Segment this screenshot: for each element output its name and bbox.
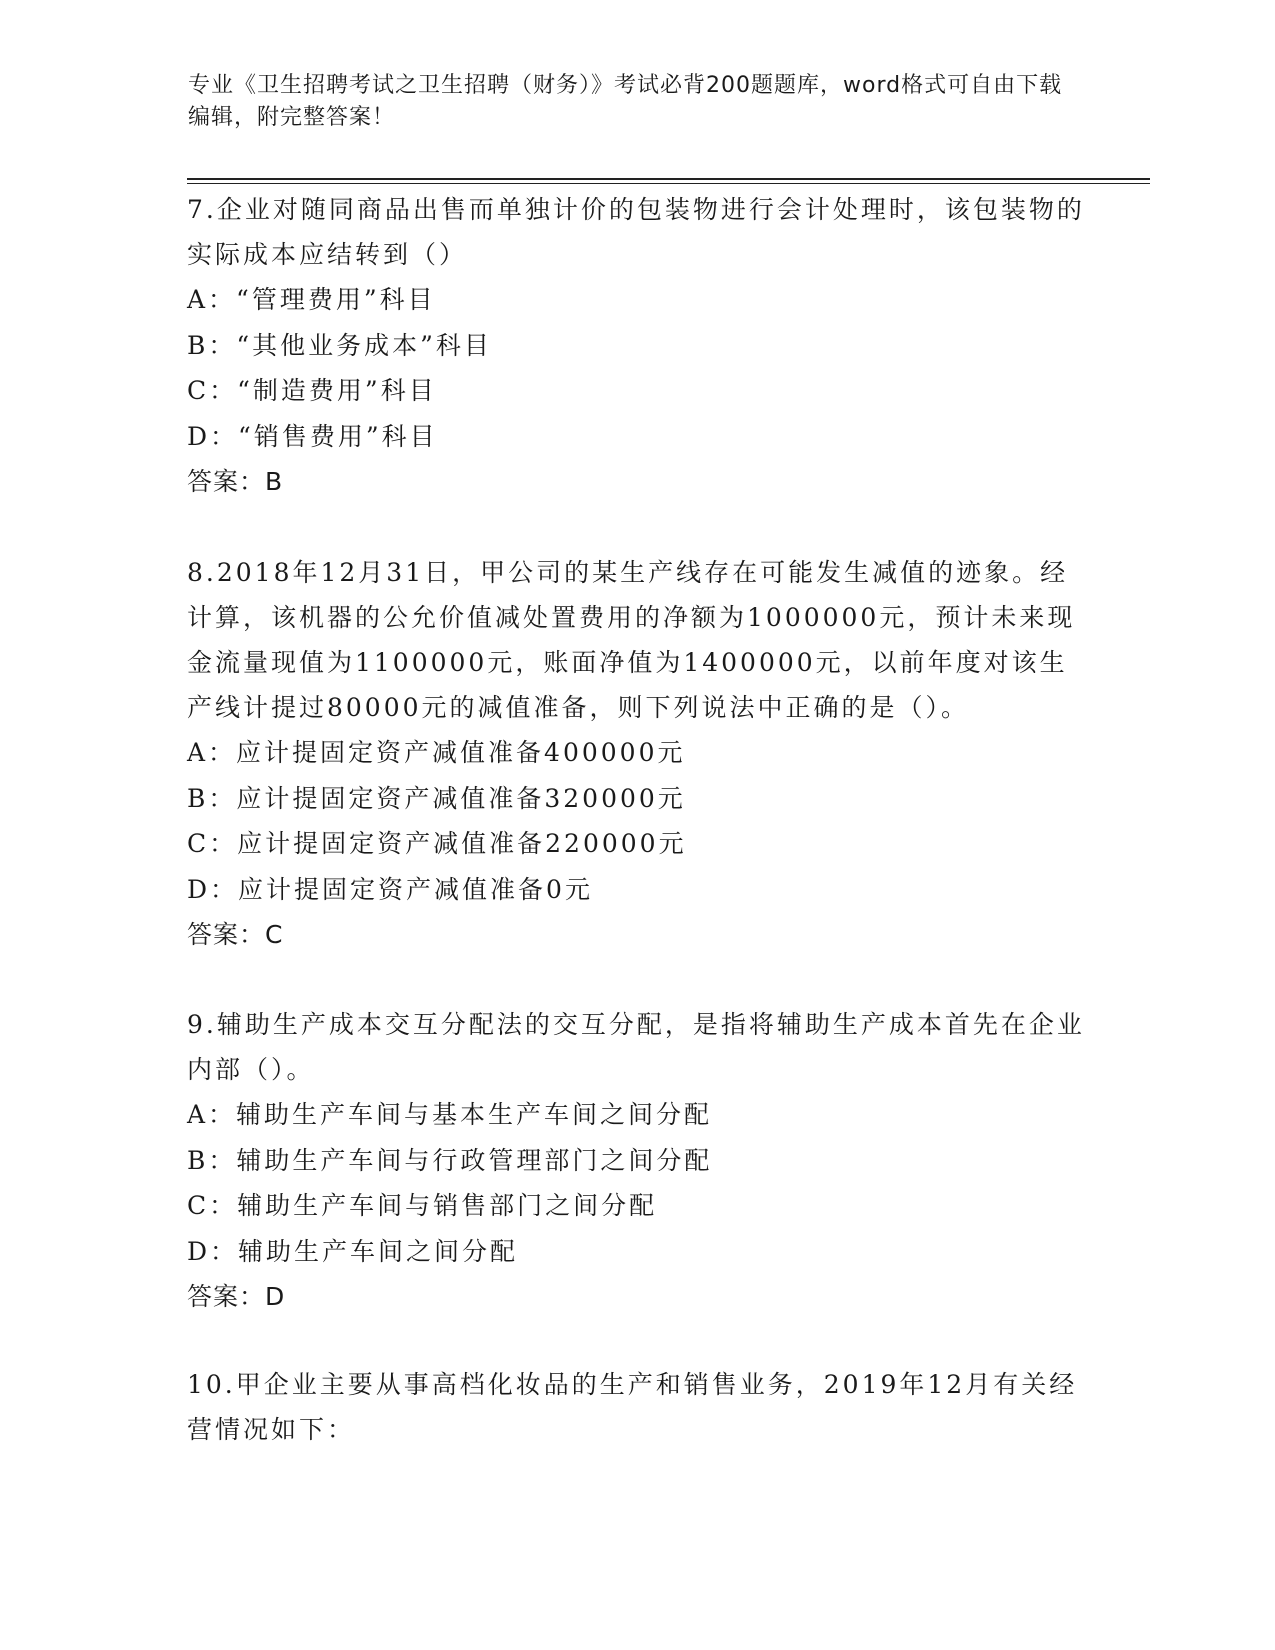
option-b: B：应计提固定资产减值准备320000元: [187, 783, 686, 813]
question-10: [187, 1362, 1087, 1452]
header-divider-thin: [187, 183, 1150, 184]
option-c: C：“制造费用”科目: [187, 376, 437, 405]
option-a: A：辅助生产车间与基本生产车间之间分配: [187, 1100, 713, 1129]
header-intro-text: 专业《卫生招聘考试之卫生招聘（财务）》考试必背200题题库，word格式可自由下载编辑，附完整答案！: [188, 73, 1063, 130]
answer-line: 答案：D: [187, 1282, 286, 1311]
option-c: C：应计提固定资产减值准备220000元: [187, 829, 687, 858]
question-stem: 9.辅助生产成本交互分配法的交互分配，是指将辅助生产成本首先在企业内部（）。: [187, 1010, 1085, 1084]
option-a: A：应计提固定资产减值准备400000元: [187, 738, 686, 767]
header-divider-thick: [187, 178, 1150, 180]
option-d: D：应计提固定资产减值准备0元: [187, 874, 593, 904]
option-b: B：“其他业务成本”科目: [187, 330, 492, 360]
question-7: [187, 187, 1087, 504]
option-a: A：“管理费用”科目: [187, 285, 436, 314]
question-stem: 8.2018年12月31日，甲公司的某生产线存在可能发生减值的迹象。经计算，该机器的公允价值减处置费用的净额为1000000元，预计未来现金流量现值为1100000元，账面净值为1400000元，以前年度对该生产线计提过80000元的减值准备，则下列说法中正确的是（）。: [187, 558, 1076, 722]
question-8: [187, 550, 1087, 957]
option-d: D：“销售费用”科目: [187, 421, 438, 451]
option-c: C：辅助生产车间与销售部门之间分配: [187, 1191, 658, 1220]
option-d: D：辅助生产车间之间分配: [187, 1236, 519, 1266]
answer-line: 答案：C: [187, 920, 284, 949]
answer-line: 答案：B: [187, 467, 284, 496]
question-stem: 7.企业对随同商品出售而单独计价的包装物进行会计处理时，该包装物的实际成本应结转到（）: [187, 195, 1085, 269]
document-header: [188, 70, 1068, 134]
question-9: [187, 1002, 1087, 1319]
question-stem: 10.甲企业主要从事高档化妆品的生产和销售业务，2019年12月有关经营情况如下：: [187, 1370, 1078, 1444]
option-b: B：辅助生产车间与行政管理部门之间分配: [187, 1145, 713, 1175]
